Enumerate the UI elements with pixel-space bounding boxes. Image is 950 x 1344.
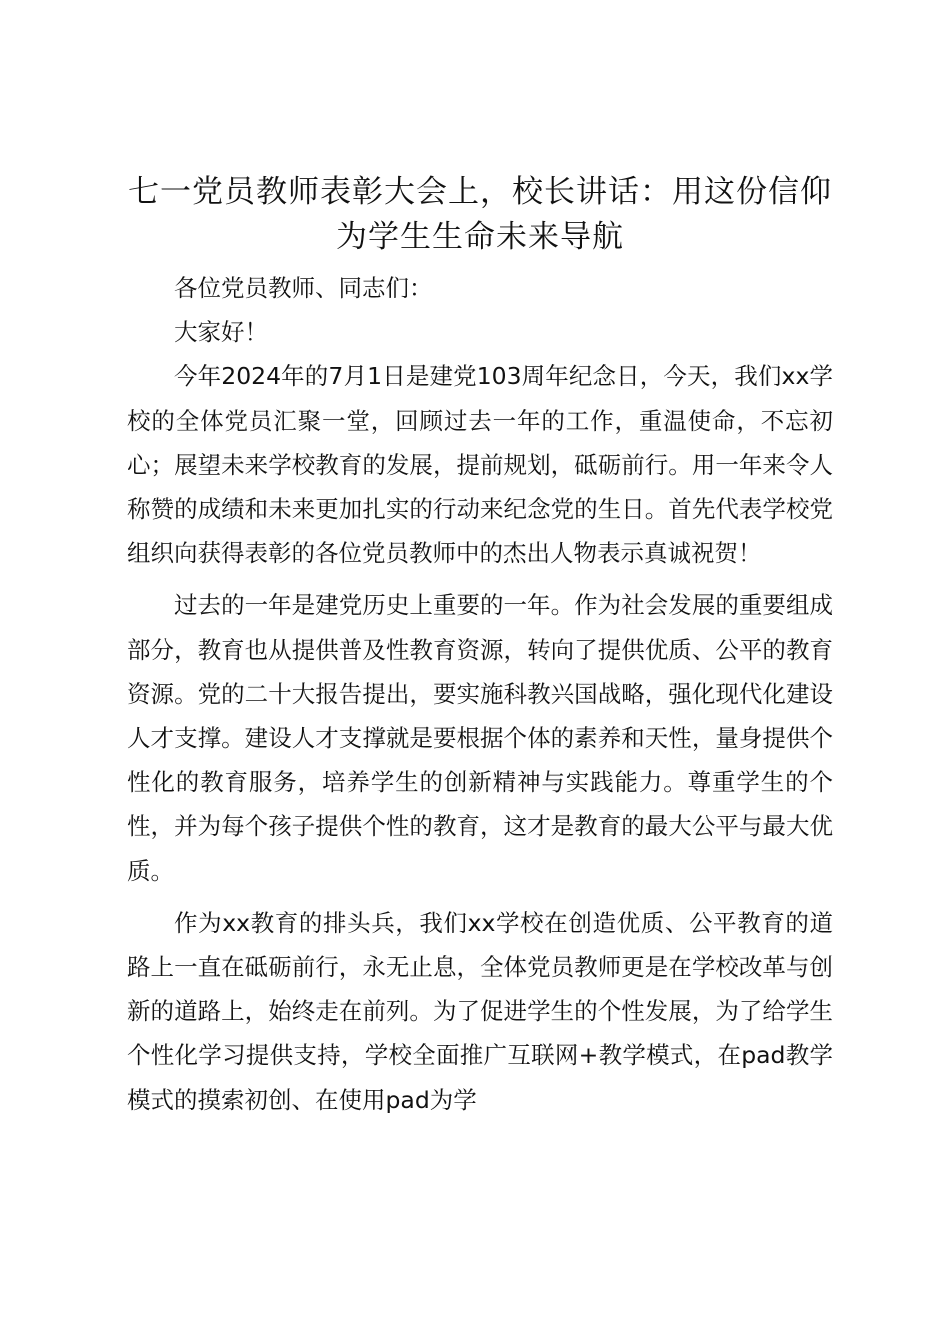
greeting: 大家好！ — [174, 318, 268, 347]
paragraph-school-reform: 作为xx教育的排头兵，我们xx学校在创造优质、公平教育的道路上一直在砥砺前行，永无止息，全体党员教师更是在学校改革与创新的道路上，始终走在前列。为了促进学生的个性发展，为了给学生个性化学习提供支持，学校全面推广互联网+教学模式，在pad教学模式的摸索初创、在使用pad为学 — [127, 908, 833, 1114]
document-title: 七一党员教师表彰大会上，校长讲话：用这份信仰为学生生命未来导航 — [128, 174, 832, 255]
salutation: 各位党员教师、同志们： — [174, 274, 433, 302]
paragraph-past-year: 过去的一年是建党历史上重要的一年。作为社会发展的重要组成部分，教育也从提供普及性教育资源，转向了提供优质、公平的教育资源。党的二十大报告提出，要实施科教兴国战略，强化现代化建设人才支撑。建设人才支撑就是要根据个体的素养和天性，量身提供个性化的教育服务，培养学生的创新精神与实践能力。尊重学生的个性，并为每个孩子提供个性的教育，这才是教育的最大公平与最大优质。 — [127, 591, 833, 885]
paragraph-anniversary: 今年2024年的7月1日是建党103周年纪念日，今天，我们xx学校的全体党员汇聚一堂，回顾过去一年的工作，重温使命，不忘初心；展望未来学校教育的发展，提前规划，砥砺前行。用一年来令人称赞的成绩和未来更加扎实的行动来纪念党的生日。首先代表学校党组织向获得表彰的各位党员教师中的杰出人物表示真诚祝贺！ — [127, 362, 833, 568]
document-body — [127, 170, 833, 1122]
